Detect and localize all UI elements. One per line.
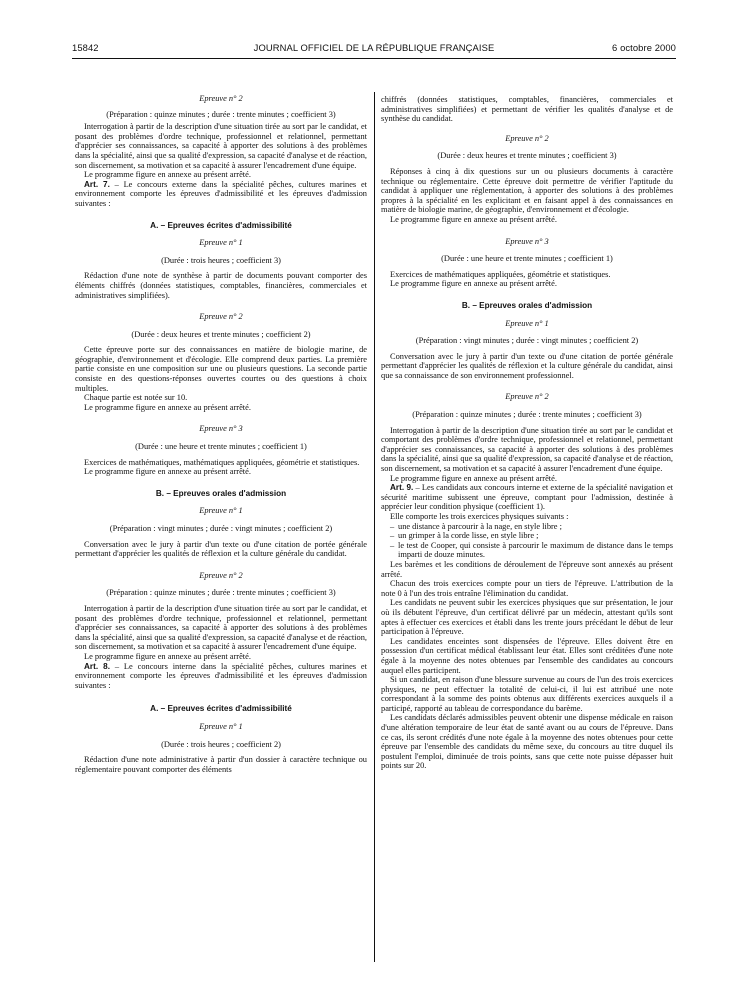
paragraph: Le programme figure en annexe au présent arrêté. xyxy=(84,651,251,661)
epreuve-heading: Epreuve n° 1 xyxy=(199,238,243,248)
paragraph: Chacun des trois exercices compte pour un tiers de l'épreuve. L'attribution de la note 0 à l'un des trois entraîne l'élimination du candidat. xyxy=(381,579,673,598)
section-heading: B. – Epreuves orales d'admission xyxy=(461,300,593,310)
paragraph: Interrogation à partir de la description d'une situation tirée au sort par le candidat, et posant des problèmes d'ordre technique, professionnel et relationnel, permettant d'apprécier ses connaissances, sa capacité à apporter des solutions à des problèmes dans la spécialité, ainsi que sa qualité d'expression, sa capacité d'analyse et de réaction, son discernement, sa motivation et sa capacité à assurer l'encadrement d'une équipe. xyxy=(75,122,367,170)
paragraph: Elle comporte les trois exercices physiques suivants : xyxy=(390,512,569,521)
epreuve-conditions: (Préparation : quinze minutes ; durée : trente minutes ; coefficient 3) xyxy=(106,588,336,598)
paragraph: Si un candidat, en raison d'une blessure survenue au cours de l'un des trois exercices physiques, ne peut effectuer la totalité de celui-ci, il lui est attribué une note correspondant à la somme des points obtenus aux différents exercices auxquels il a participé, rapporté au tableau de correspondance du barème. xyxy=(381,675,673,713)
article-label: Art. 9. xyxy=(390,483,414,493)
epreuve-conditions: (Préparation : vingt minutes ; durée : vingt minutes ; coefficient 2) xyxy=(415,336,639,346)
epreuve-heading: Epreuve n° 1 xyxy=(505,318,549,328)
paragraph: Le programme figure en annexe au présent arrêté. xyxy=(390,473,557,483)
list-item: – un grimper à la corde lisse, en style libre ; xyxy=(390,531,673,541)
epreuve-heading: Epreuve n° 3 xyxy=(505,236,549,246)
epreuve-heading: Epreuve n° 2 xyxy=(505,133,549,143)
paragraph: Cette épreuve porte sur des connaissances en matière de biologie marine, de géographie, d'environnement et d'écologie. Elle comprend deux parties. La première partie consiste en une composition sur une ou plusieurs questions. La seconde partie consiste en des questions-réponses ouvertes courtes ou des questions à choix multiples. xyxy=(75,345,367,393)
epreuve-conditions: (Durée : deux heures et trente minutes ; coefficient 3) xyxy=(437,151,617,161)
article-text: – Le concours interne dans la spécialité pêches, cultures marines et environnement comporte les épreuves d'admissibilité et les épreuves d'admission suivantes : xyxy=(75,661,367,690)
paragraph: Les candidates enceintes sont dispensées de l'épreuve. Elles doivent être en possession d'un certificat médical établissant leur état. Elles sont créditées d'une note égale à la moyenne des notes obtenues par l'ensemble des candidates au concours auquel elles participent. xyxy=(381,636,673,675)
epreuve-heading: Epreuve n° 2 xyxy=(199,570,243,580)
epreuve-heading: Epreuve n° 2 xyxy=(505,392,549,402)
article-9 xyxy=(381,483,673,512)
section-heading: B. – Epreuves orales d'admission xyxy=(155,488,287,498)
paragraph: Réponses à cinq à dix questions sur un ou plusieurs documents à caractère technique ou réglementaire. Cette épreuve doit permettre de vérifier l'aptitude du candidat à appliquer une réglementation, à apporter des solutions à des problèmes propres à la spécialité en les explicitant et en faisant appel à des connaissances en matière de biologie marine, de géographie, d'environnement et d'écologie. xyxy=(381,166,673,215)
epreuve-conditions: (Préparation : quinze minutes ; durée : trente minutes ; coefficient 3) xyxy=(106,109,336,119)
page-header xyxy=(72,42,676,56)
article-text: – Les candidats aux concours interne et externe de la spécialité navigation et sécurité maritime subissent une épreuve, comptant pour l'admission, destinée à apprécier leur condition physique (coefficient 1). xyxy=(381,483,673,512)
paragraph: Exercices de mathématiques appliquées, géométrie et statistiques. xyxy=(390,269,611,279)
epreuve-conditions: (Durée : une heure et trente minutes ; coefficient 1) xyxy=(135,442,307,452)
epreuve-heading: Epreuve n° 3 xyxy=(199,424,243,434)
header-rule xyxy=(72,58,676,59)
epreuve-conditions: (Durée : deux heures et trente minutes ; coefficient 2) xyxy=(131,329,311,339)
paragraph: Chaque partie est notée sur 10. xyxy=(84,393,188,403)
paragraph: Rédaction d'une note administrative à partir d'un dossier à caractère technique ou réglementaire pouvant comporter des éléments xyxy=(75,755,367,774)
paragraph: Conversation avec le jury à partir d'un texte ou d'une citation de portée générale permettant d'apprécier les qualités de réflexion et la culture générale du candidat. xyxy=(75,539,367,559)
paragraph: Rédaction d'une note de synthèse à partir de documents pouvant comporter des éléments chiffrés (données statistiques, comptables, financières, commerciales et administratives simplifiées). xyxy=(75,271,367,300)
paragraph: Interrogation à partir de la description d'une situation tirée au sort par le candidat et comportant des problèmes d'ordre technique, professionnel et relationnel, permettant d'apprécier ses connaissances, sa capacité à apporter des solutions à des problèmes dans la spécialité, ainsi que sa qualité d'expression, sa capacité d'analyse et de réaction, son discernement, sa motivation et sa capacité à assurer l'encadrement d'une équipe. xyxy=(381,425,673,474)
paragraph: Le programme figure en annexe au présent arrêté. xyxy=(390,279,557,289)
epreuve-heading: Epreuve n° 1 xyxy=(199,721,243,731)
article-label: Art. 8. xyxy=(84,661,110,671)
epreuve-heading: Epreuve n° 1 xyxy=(199,506,243,516)
paragraph: Le programme figure en annexe au présent arrêté. xyxy=(84,170,251,180)
epreuve-conditions: (Durée : une heure et trente minutes ; coefficient 1) xyxy=(441,254,613,264)
article-8 xyxy=(75,662,367,691)
epreuve-heading: Epreuve n° 2 xyxy=(199,312,243,322)
paragraph: Le programme figure en annexe au présent arrêté. xyxy=(84,402,251,412)
list-item: – une distance à parcourir à la nage, en style libre ; xyxy=(390,522,673,532)
section-heading: A. – Epreuves écrites d'admissibilité xyxy=(150,704,292,714)
epreuve-conditions: (Préparation : quinze minutes ; durée : trente minutes ; coefficient 3) xyxy=(412,410,642,420)
paragraph: Interrogation à partir de la description d'une situation tirée au sort par le candidat, et posant des problèmes d'ordre technique, professionnel et relationnel, permettant d'apprécier ses connaissances, sa capacité à apporter des solutions à des problèmes dans la spécialité, ainsi que sa qualité d'expression, sa capacité d'analyse et de réaction, son discernement, sa motivation et sa capacité à assurer l'encadrement d'une équipe. xyxy=(75,603,367,652)
paragraph: Exercices de mathématiques, mathématiques appliquées, géométrie et statistiques. xyxy=(84,457,360,467)
epreuve-conditions: (Préparation : vingt minutes ; durée : vingt minutes ; coefficient 2) xyxy=(109,524,333,533)
list-item: – le test de Cooper, qui consiste à parcourir le maximum de distance dans le temps imparti de douze minutes. xyxy=(390,541,673,560)
paragraph: chiffrés (données statistiques, comptables, financières, commerciales et administratives simplifiées) et permettant de vérifier les qualités d'analyse et de synthèse du candidat. xyxy=(381,95,673,124)
publication-date: 6 octobre 2000 xyxy=(612,42,676,53)
epreuve-conditions: (Durée : trois heures ; coefficient 2) xyxy=(161,739,281,749)
section-heading: A. – Epreuves écrites d'admissibilité xyxy=(150,220,292,230)
epreuve-conditions: (Durée : trois heures ; coefficient 3) xyxy=(161,255,281,265)
exercise-list xyxy=(381,522,673,560)
paragraph: Le programme figure en annexe au présent arrêté. xyxy=(84,467,251,477)
article-7 xyxy=(75,180,367,209)
left-column xyxy=(75,94,367,774)
column-divider xyxy=(374,92,375,962)
paragraph: Les barèmes et les conditions de déroulement de l'épreuve sont annexés au présent arrêté. xyxy=(381,559,673,579)
article-label: Art. 7. xyxy=(84,179,110,189)
right-column xyxy=(381,95,673,771)
epreuve-heading: Epreuve n° 2 xyxy=(199,94,243,103)
paragraph: Conversation avec le jury à partir d'un texte ou d'une citation de portée générale permettant d'apprécier les qualités de réflexion et la culture générale du candidat, ainsi que sa connaissance de son environnement professionnel. xyxy=(381,351,673,380)
paragraph: Les candidats déclarés admissibles peuvent obtenir une dispense médicale en raison d'une altération temporaire de leur état de santé avant ou au cours de l'épreuve. Dans ce cas, ils seront crédités d'une note égale à la moyenne des notes obtenues pour cette épreuve par l'ensemble des candidats du même sexe, du concours au titre duquel ils postulent l'emploi, diminuée de trois points, sans que cette note puisse dépasser huit points sur 20. xyxy=(381,713,673,771)
article-text: – Le concours externe dans la spécialité pêches, cultures marines et environnement comporte les épreuves d'admissibilité et les épreuves d'admission suivantes : xyxy=(75,179,367,208)
page-number: 15842 xyxy=(72,42,99,53)
paragraph: Le programme figure en annexe au présent arrêté. xyxy=(390,214,557,224)
paragraph: Les candidats ne peuvent subir les exercices physiques que sur présentation, le jour où ils débutent l'épreuve, d'un certificat délivré par un médecin, attestant qu'ils sont aptes à effectuer ces exercices et établi dans les trente jours précédant le début de leur participation à l'épreuve. xyxy=(381,598,673,637)
journal-title: JOURNAL OFFICIEL DE LA RÉPUBLIQUE FRANÇAISE xyxy=(253,42,495,53)
